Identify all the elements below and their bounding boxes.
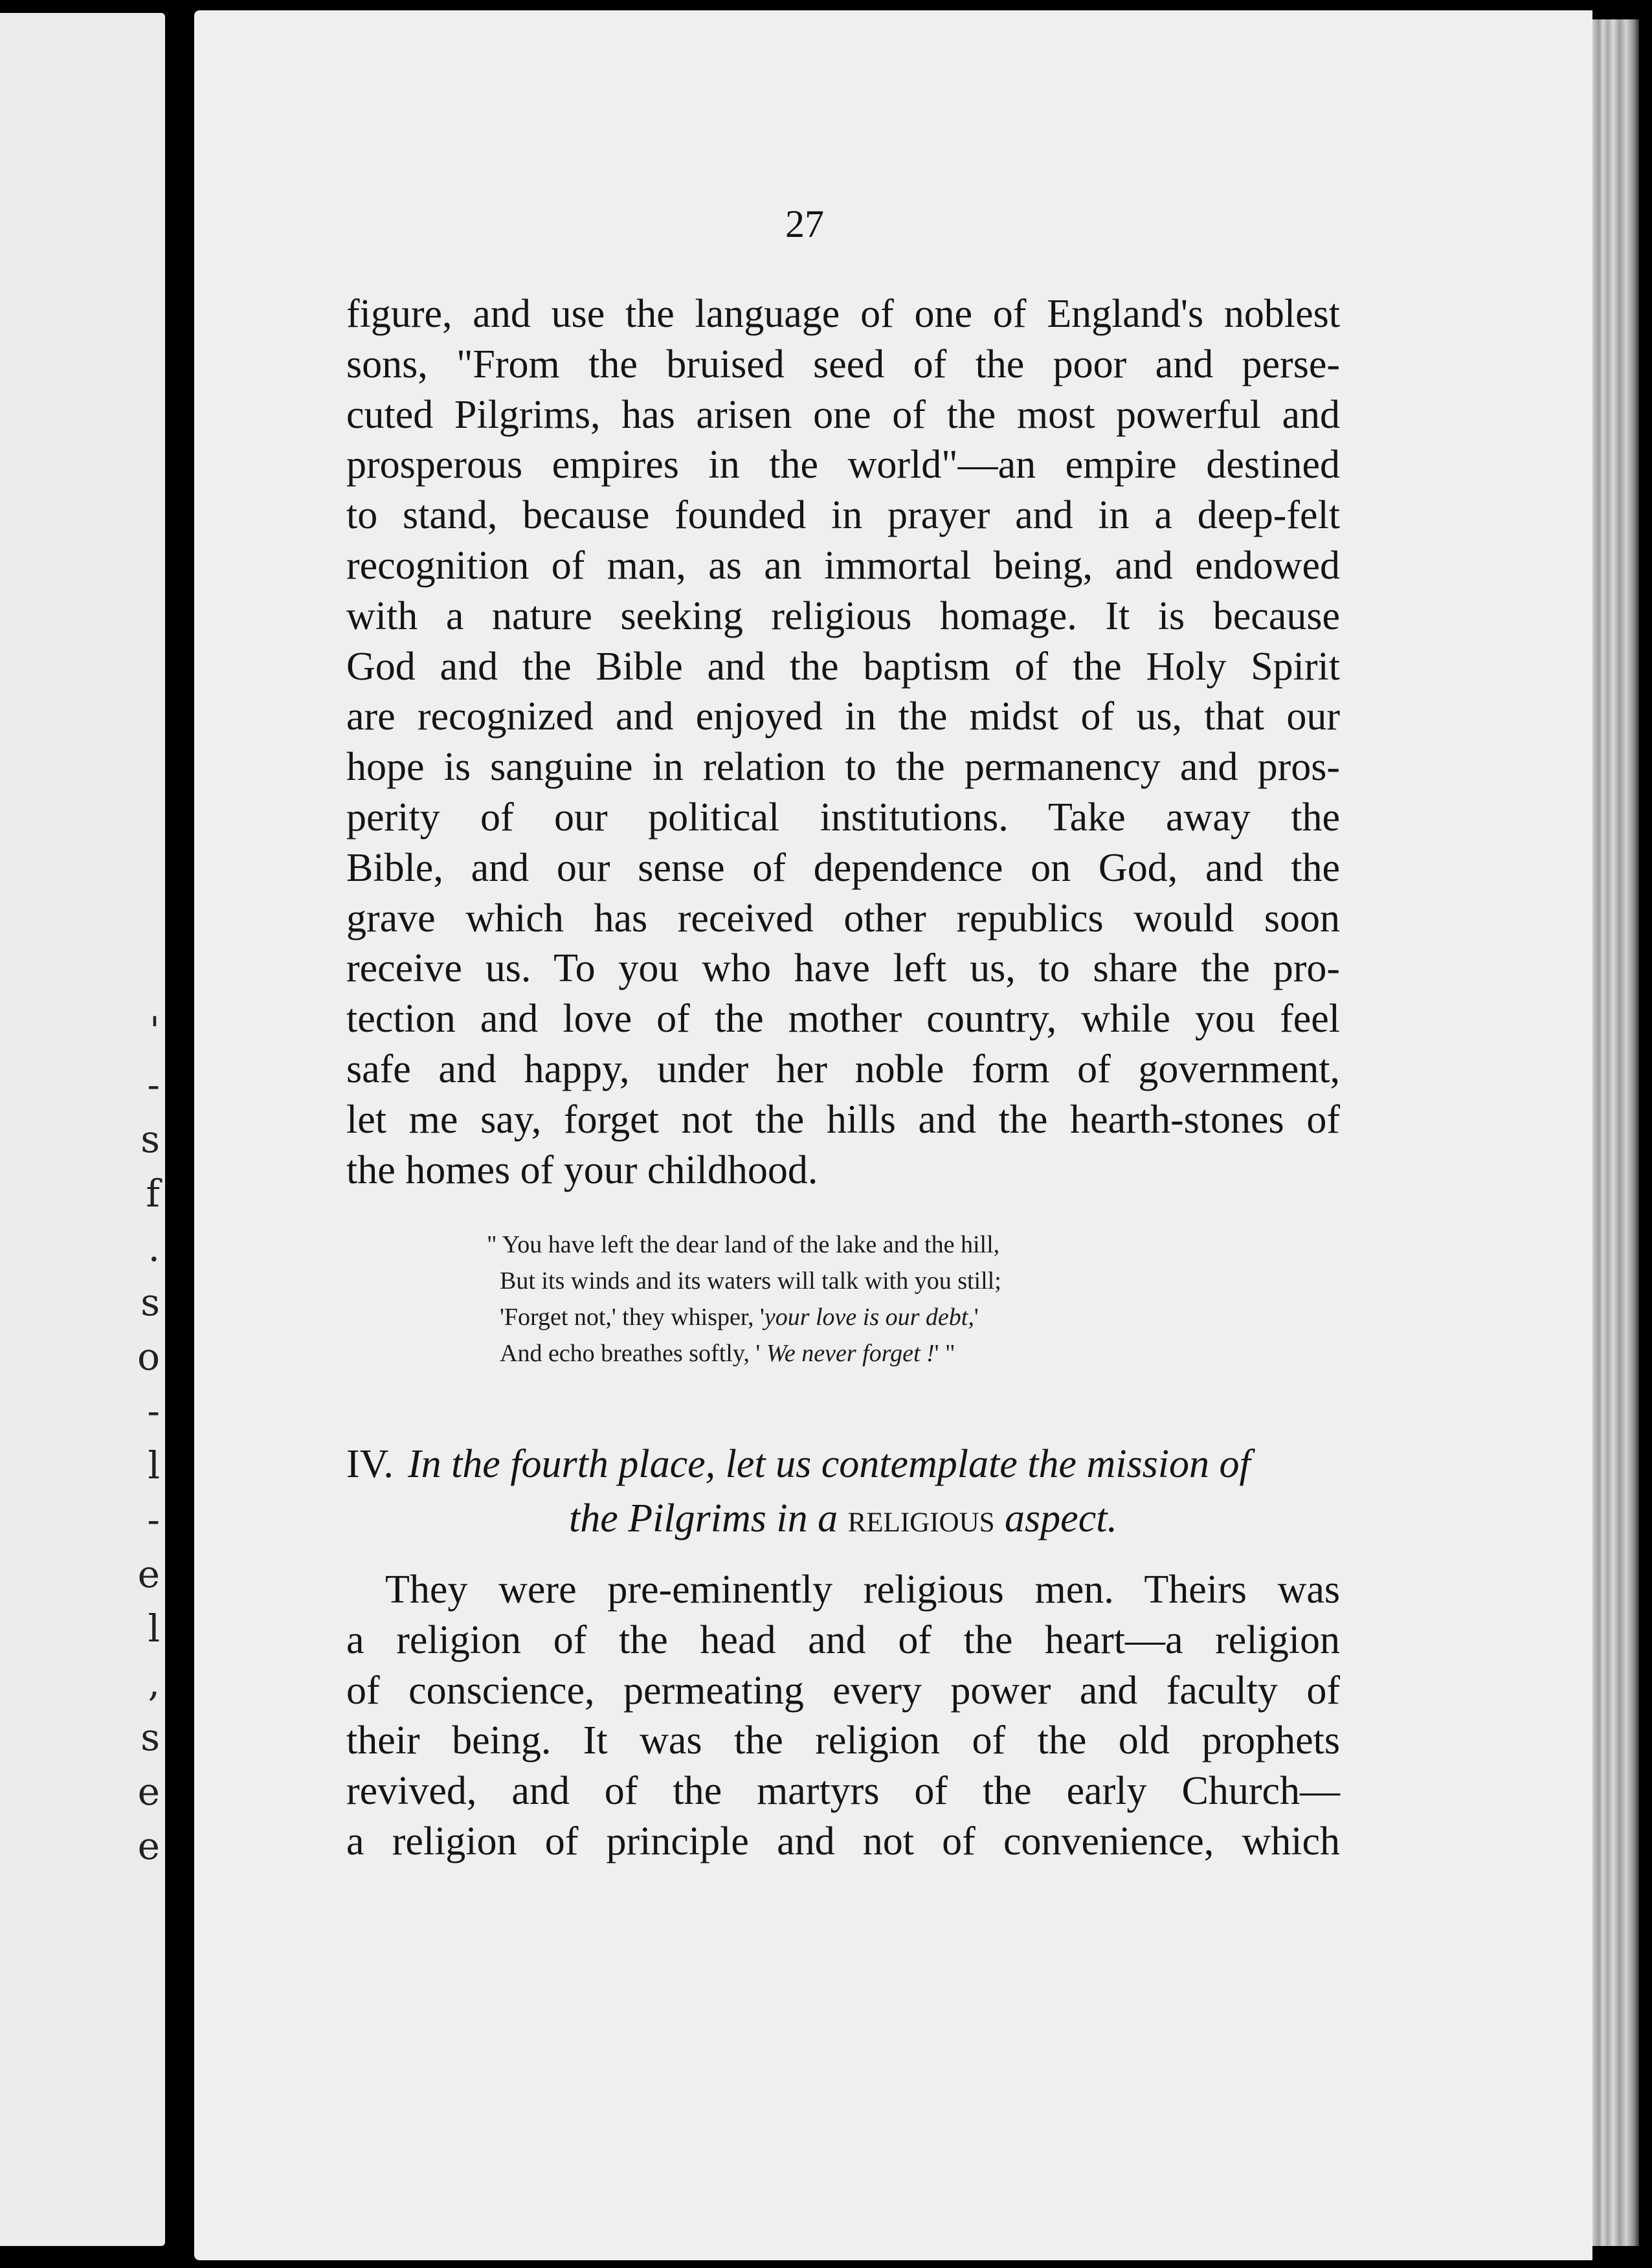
text-line: safe and happy, under her noble form of government, xyxy=(346,1047,1340,1091)
text-line: They were pre-eminently religious men. Theirs was xyxy=(385,1568,1340,1612)
margin-glyph: - xyxy=(147,1063,160,1107)
text-line: grave which has received other republics would soon xyxy=(346,896,1340,940)
paragraph-pilgrims-legacy xyxy=(346,289,1340,1195)
margin-glyph: e xyxy=(137,1770,160,1814)
text-line: Bible, and our sense of dependence on God, and the xyxy=(346,845,1340,890)
margin-glyph: s xyxy=(140,1715,160,1759)
paragraph-religious-men xyxy=(346,1565,1340,1867)
text-line: recognition of man, as an immortal being, and endowed xyxy=(346,543,1340,588)
heading-text: In the fourth place, let us contemplate the mission of xyxy=(407,1442,1251,1486)
text-line: figure, and use the language of one of England's noblest xyxy=(346,292,1340,336)
poem-line xyxy=(487,1299,1001,1335)
text-line: prosperous empires in the world"—an empire destined xyxy=(346,443,1340,487)
poem-line xyxy=(487,1335,1001,1372)
heading-line xyxy=(346,1437,1340,1491)
poem-text: And echo breathes softly, ' xyxy=(500,1340,766,1367)
text-line: of conscience, permeating every power and faculty of xyxy=(346,1668,1340,1713)
text-line: God and the Bible and the baptism of the Holy Spirit xyxy=(346,644,1340,689)
text-line: to stand, because founded in prayer and in a deep-felt xyxy=(346,493,1340,538)
text-line: cuted Pilgrims, has arisen one of the most powerful and xyxy=(346,392,1340,437)
section-heading xyxy=(346,1437,1340,1546)
left-page-fragment xyxy=(0,13,165,2246)
margin-glyph: s xyxy=(140,1117,160,1161)
margin-glyph: s xyxy=(140,1280,160,1324)
margin-glyph: o xyxy=(137,1335,160,1379)
text-line: a religion of principle and not of convenience, which xyxy=(346,1819,1340,1863)
poem-italic-text: We never forget ! xyxy=(766,1340,935,1367)
text-line: hope is sanguine in relation to the permanency and pros- xyxy=(346,745,1340,790)
text-line: their being. It was the religion of the old prophets xyxy=(346,1718,1340,1763)
poem-text: ' " xyxy=(934,1340,955,1367)
page-edges xyxy=(1592,19,1639,2246)
heading-text: aspect. xyxy=(1005,1496,1117,1540)
margin-glyph: e xyxy=(137,1552,160,1596)
poem-line: But its winds and its waters will talk with you still; xyxy=(500,1267,1001,1295)
page-number: 27 xyxy=(785,203,824,245)
poem-line: " You have left the dear land of the lake and the hill, xyxy=(487,1231,1000,1258)
margin-glyph: , xyxy=(148,1661,160,1705)
text-line: with a nature seeking religious homage. It is because xyxy=(346,594,1340,638)
left-page-margin-text xyxy=(134,1003,160,1873)
margin-glyph: - xyxy=(147,1389,160,1433)
text-line: let me say, forget not the hills and the hearth-stones of xyxy=(346,1097,1340,1142)
margin-glyph: l xyxy=(148,1606,160,1651)
text-line: tection and love of the mother country, while you feel xyxy=(346,997,1340,1041)
poem-quotation xyxy=(487,1227,1001,1372)
poem-text: ' xyxy=(974,1304,979,1331)
margin-glyph: e xyxy=(137,1824,160,1868)
heading-line xyxy=(346,1491,1340,1546)
poem-italic-text: your love is our debt, xyxy=(764,1304,974,1331)
heading-smallcaps-text: religious xyxy=(847,1496,995,1540)
text-line: the homes of your childhood. xyxy=(346,1148,818,1192)
margin-glyph: . xyxy=(148,1226,160,1270)
text-line: receive us. To you who have left us, to share the pro- xyxy=(346,946,1340,991)
text-line: perity of our political institutions. Take away the xyxy=(346,795,1340,839)
text-line: sons, "From the bruised seed of the poor and perse- xyxy=(346,342,1340,386)
text-line: a religion of the head and of the heart—a religion xyxy=(346,1618,1340,1662)
margin-glyph: f xyxy=(146,1172,160,1216)
margin-glyph: ' xyxy=(150,1008,160,1052)
text-line: revived, and of the martyrs of the early Church— xyxy=(346,1769,1340,1814)
text-line: are recognized and enjoyed in the midst of us, that our xyxy=(346,695,1340,739)
heading-text: the Pilgrims in a xyxy=(569,1496,838,1540)
margin-glyph: l xyxy=(148,1443,160,1487)
margin-glyph: - xyxy=(147,1498,160,1542)
section-number: IV. xyxy=(346,1442,394,1486)
poem-text: 'Forget not,' they whisper, ' xyxy=(500,1304,765,1331)
